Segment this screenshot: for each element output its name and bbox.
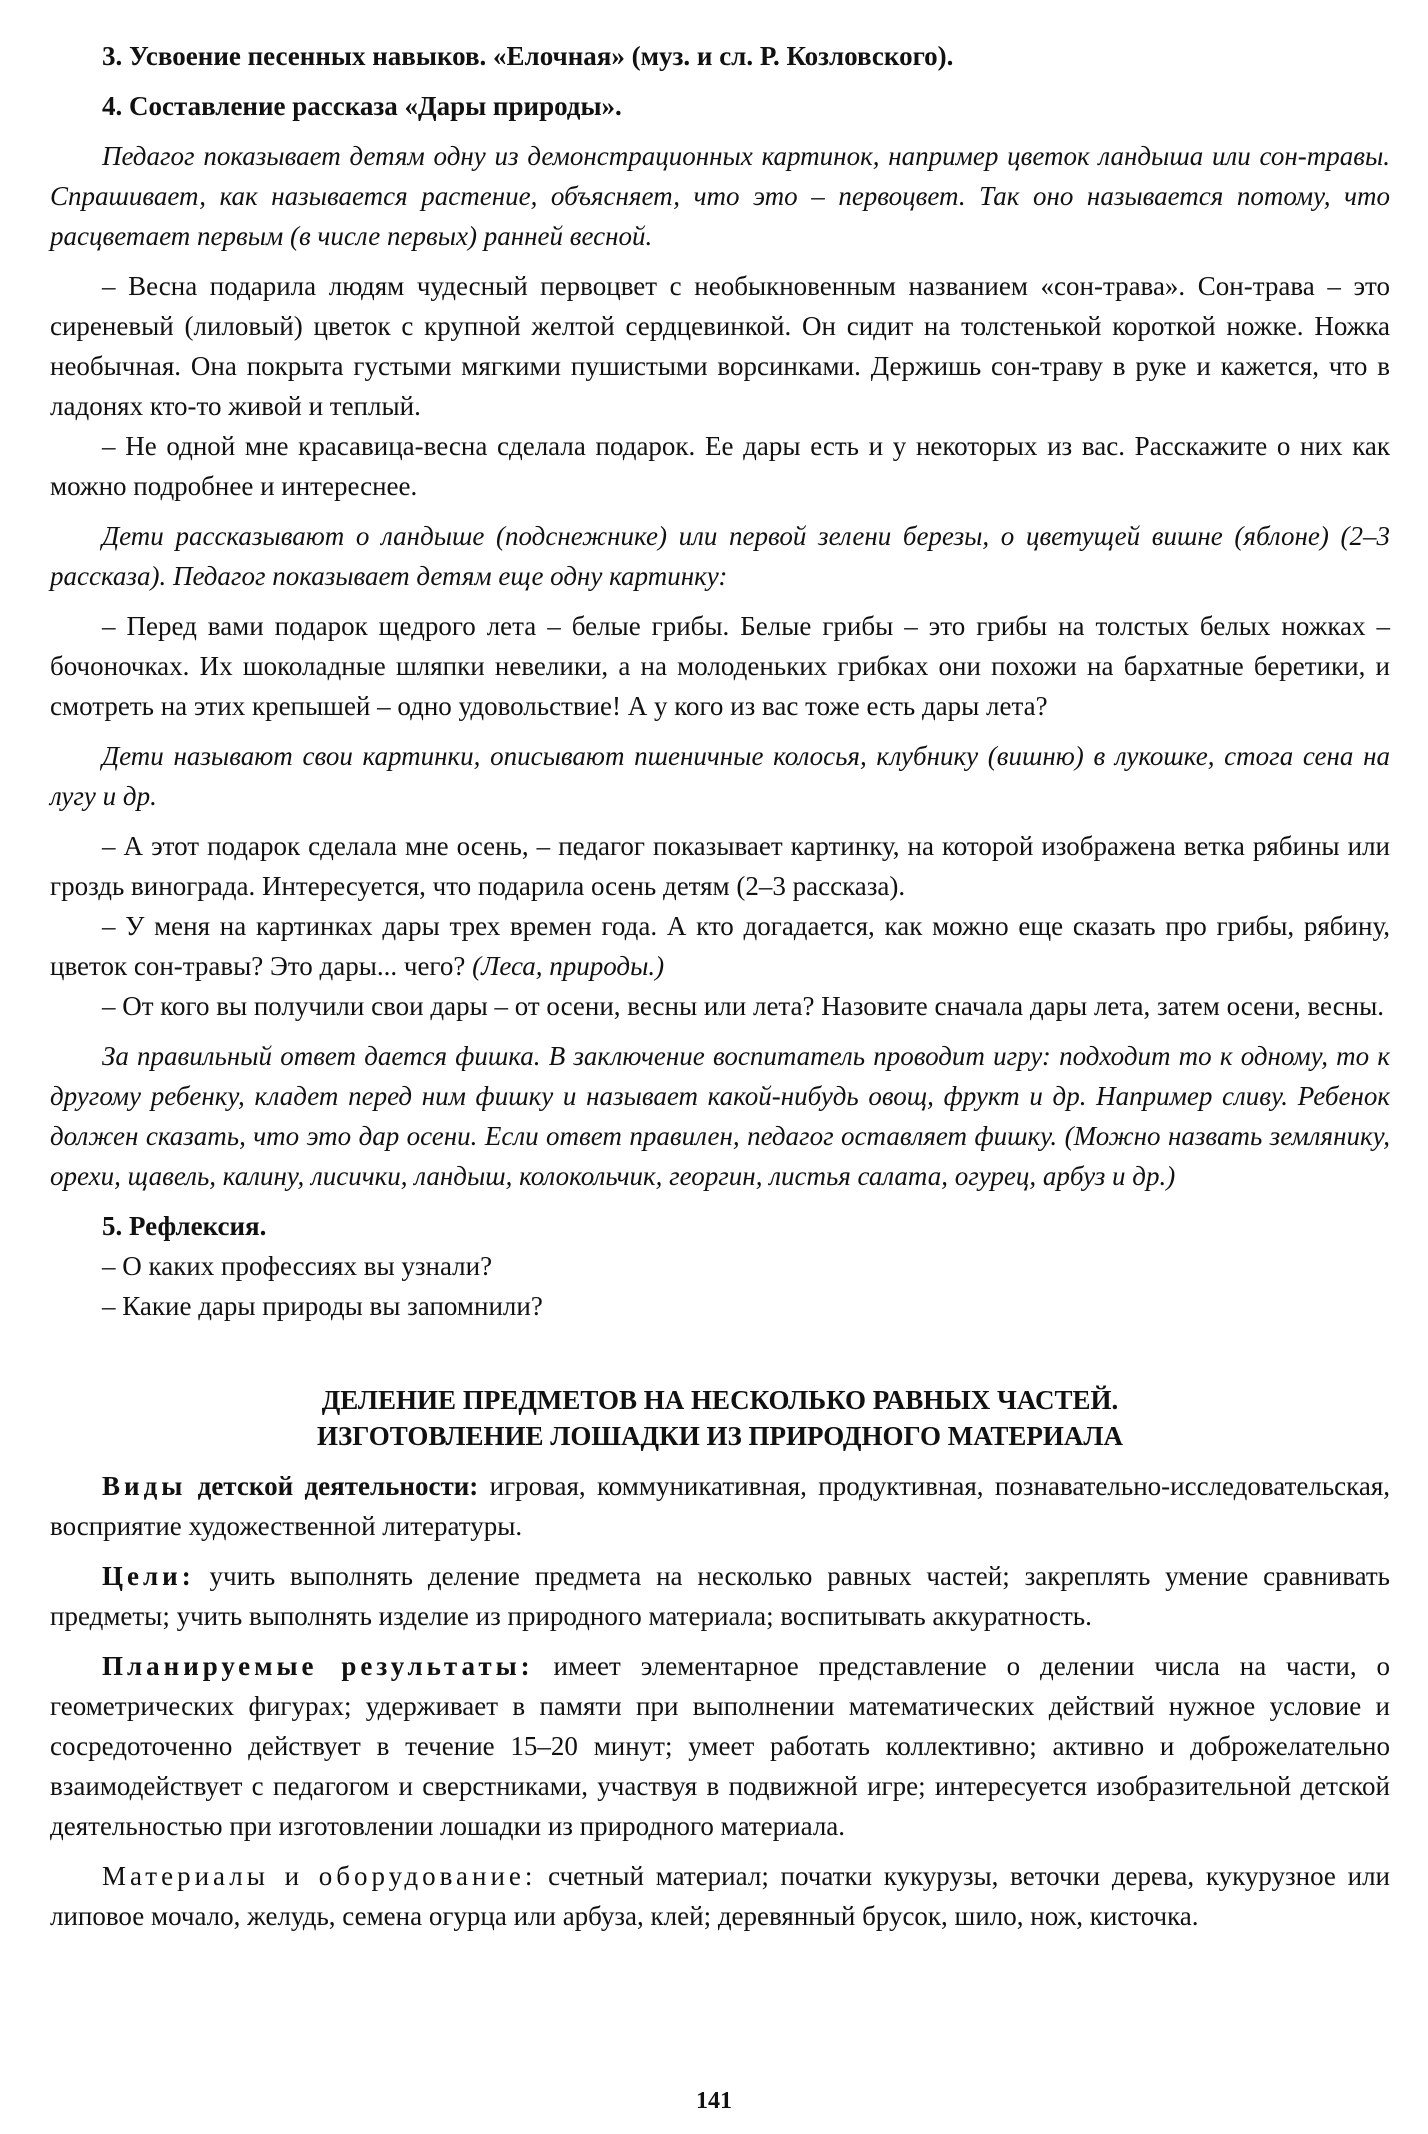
step-4-heading: 4. Составление рассказа «Дары природы». [102, 91, 622, 121]
speech-paragraph-6: – От кого вы получили свои дары – от осени, весны или лета? Назовите сначала дары лета, затем осени, весны. [102, 991, 1385, 1021]
lesson-title-line-2: ИЗГОТОВЛЕНИЕ ЛОШАДКИ ИЗ ПРИРОДНОГО МАТЕРИАЛА [316, 1421, 1124, 1451]
materials-label: Материалы и оборудование: [102, 1861, 537, 1891]
planned-results-text: имеет элементарное представление о делении числа на части, о геометрических фигурах; удерживает в памяти при выполнении математических действий нужное условие и сосредоточенно действует в течение 15–20 минут; умеет работать коллективно; активно и доброжелательно взаимодействует с педагогом и сверстниками, участвуя в подвижной игре; интересуется изобразительной детской деятельностью при изготовлении лошадки из природного материала. [50, 1651, 1390, 1841]
materials-text: счетный материал; початки кукурузы, веточки дерева, кукурузное или липовое мочало, желудь, семена огурца или арбуза, клей; деревянный брусок, шило, нож, кисточка. [50, 1861, 1390, 1931]
goals-paragraph [50, 1556, 1390, 1636]
speech-paragraph-2: – Не одной мне красавица-весна сделала подарок. Ее дары есть и у некоторых из вас. Расскажите о них как можно подробнее и интереснее. [50, 431, 1390, 501]
speech-paragraph-4: – А этот подарок сделала мне осень, – педагог показывает картинку, на которой изображена ветка рябины или гроздь винограда. Интересуется, что подарила осень детям (2–3 рассказа). [50, 831, 1390, 901]
activity-types-label: детской деятельности: [186, 1471, 479, 1501]
teacher-note-4: За правильный ответ дается фишка. В заключение воспитатель проводит игру: подходит то к одному, то к другому ребенку, кладет перед ним фишку и называет какой-нибудь овощ, фрукт и др. Например сливу. Ребенок должен сказать, что это дар осени. Если ответ правилен, педагог оставляет фишку. (Можно назвать землянику, орехи, щавель, калину, лисички, ландыш, колокольчик, георгин, листья салата, огурец, арбуз и др.) [50, 1041, 1390, 1191]
planned-results-paragraph [50, 1646, 1390, 1846]
goals-label: Цели: [102, 1561, 195, 1591]
speech-paragraph-5 [50, 906, 1390, 986]
speech-paragraph-5-answer: (Леса, природы.) [472, 951, 665, 981]
materials-paragraph [50, 1856, 1390, 1936]
activity-types-text: игровая, коммуникативная, продуктивная, познавательно-исследовательская, восприятие художественной литературы. [50, 1471, 1390, 1541]
lesson-title-line-1: ДЕЛЕНИЕ ПРЕДМЕТОВ НА НЕСКОЛЬКО РАВНЫХ ЧАСТЕЙ. [321, 1385, 1119, 1415]
speech-paragraph-5-text: – У меня на картинках дары трех времен года. А кто догадается, как можно еще сказать про грибы, рябину, цветок сон-травы? Это дары... чего? [50, 911, 1390, 981]
activity-types-paragraph [50, 1466, 1390, 1546]
speech-paragraph-1: – Весна подарила людям чудесный первоцвет с необыкновенным названием «сон-трава». Сон-трава – это сиреневый (лиловый) цветок с крупной желтой сердцевинкой. Он сидит на толстенькой короткой ножке. Ножка необычная. Она покрыта густыми мягкими пушистыми ворсинками. Держишь сон-траву в руке и кажется, что в ладонях кто-то живой и теплый. [50, 271, 1390, 421]
step-5-heading: 5. Рефлексия. [102, 1211, 267, 1241]
reflection-question-2: – Какие дары природы вы запомнили? [102, 1291, 543, 1321]
teacher-note-2: Дети рассказывают о ландыше (подснежнике) или первой зелени березы, о цветущей вишне (яблоне) (2–3 рассказа). Педагог показывает детям еще одну картинку: [50, 521, 1390, 591]
teacher-note-3: Дети называют свои картинки, описывают пшеничные колосья, клубнику (вишню) в лукошке, стога сена на лугу и др. [50, 741, 1390, 811]
planned-results-label: Планируемые результаты: [102, 1651, 534, 1681]
goals-text: учить выполнять деление предмета на несколько равных частей; закреплять умение сравнивать предметы; учить выполнять изделие из природного материала; воспитывать аккуратность. [50, 1561, 1390, 1631]
reflection-question-1: – О каких профессиях вы узнали? [102, 1251, 493, 1281]
page-number: 141 [696, 2088, 732, 2114]
teacher-note-1: Педагог показывает детям одну из демонстрационных картинок, например цветок ландыша или сон-травы. Спрашивает, как называется растение, объясняет, что это – первоцвет. Так оно называется потому, что расцветает первым (в числе первых) ранней весной. [50, 141, 1390, 251]
book-page [50, 36, 1390, 1936]
speech-paragraph-3: – Перед вами подарок щедрого лета – белые грибы. Белые грибы – это грибы на толстых белых ножках – бочоночках. Их шоколадные шляпки невелики, а на молоденьких грибках они похожи на бархатные беретики, и смотреть на этих крепышей – одно удовольствие! А у кого из вас тоже есть дары лета? [50, 611, 1390, 721]
activity-types-label-spaced: Виды [102, 1471, 187, 1501]
step-3-heading: 3. Усвоение песенных навыков. «Елочная» (муз. и сл. Р. Козловского). [102, 41, 954, 71]
